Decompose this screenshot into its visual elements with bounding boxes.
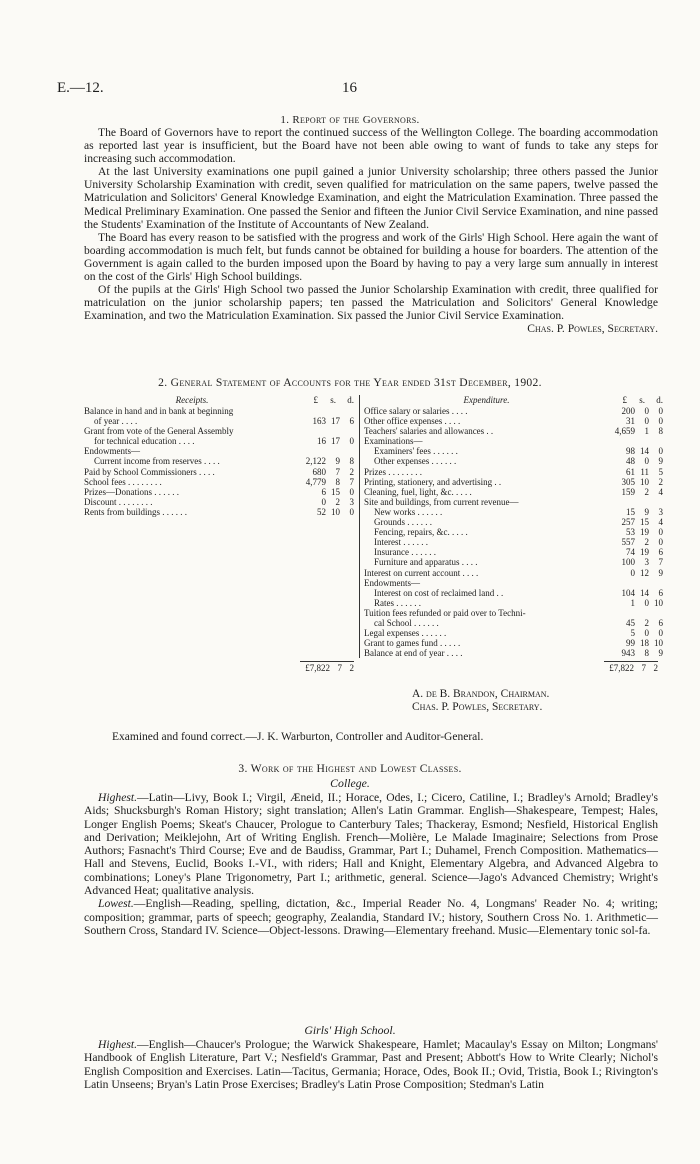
expenditure-amount-pounds: 53: [626, 527, 635, 538]
expenditure-row: [364, 578, 663, 588]
expenditure-amount-pounds: 257: [621, 517, 635, 528]
expenditure-amount: [609, 507, 663, 517]
expenditure-amount-pence: 4: [658, 486, 663, 497]
expenditure-row: [364, 527, 663, 537]
receipts-amount: [300, 497, 354, 507]
expenditure-amount-pence: 5: [658, 466, 663, 477]
receipts-header: [84, 395, 354, 406]
expenditure-label: Grounds . . . . . .: [374, 517, 432, 528]
expenditure-amount: [609, 517, 663, 527]
expenditure-amount-shillings: 15: [640, 517, 649, 528]
expenditure-amount: [609, 537, 663, 547]
receipts-row: [84, 406, 354, 416]
expenditure-amount: [609, 557, 663, 567]
receipts-row: [84, 487, 354, 497]
expenditure-amount-shillings: [635, 578, 649, 588]
expenditure-amount-pounds: 200: [621, 406, 635, 416]
receipts-label: Prizes—Donations . . . . . .: [84, 486, 179, 497]
receipts-amount: [300, 477, 354, 487]
expenditure-amount-pounds: 0: [630, 567, 635, 578]
expenditure-label: Insurance . . . . . .: [374, 547, 436, 558]
expenditure-amount-pence: 6: [658, 547, 663, 558]
expenditure-row: [364, 588, 663, 598]
expenditure-amount-pence: 6: [658, 617, 663, 628]
expenditure-label: Teachers' salaries and allowances . .: [364, 426, 494, 437]
college-lowest-text: —English—Reading, spelling, dictation, &c., Imperial Reader No. 4, Longmans' Reader No. 4; writing; composition; grammar, parts of speech; geography, Zealandia, Standard IV.; history, Southern Cross No. 1. Arithmetic—Southern Cross, Standard IV. Science—Object-lessons. Drawing—Elementary freehand. Music—Elementary tonic sol-fa.: [84, 897, 658, 937]
expenditure-row: [364, 436, 663, 446]
receipts-money-heads: [300, 395, 354, 406]
report-signature: [84, 322, 658, 335]
expenditure-label: Other office expenses . . . .: [364, 416, 461, 427]
expenditure-amount: [609, 467, 663, 477]
expenditure-amount-pence: 8: [658, 426, 663, 437]
expenditure-amount-shillings: [635, 497, 649, 507]
expenditure-amount-pence: [649, 578, 663, 588]
receipts-total-shillings: 7: [337, 663, 342, 673]
receipts-amount-pence: [340, 446, 354, 456]
receipts-row: [84, 416, 354, 426]
receipts-row: [84, 497, 354, 507]
expenditure-amount-shillings: 9: [644, 506, 649, 517]
expenditure-amount-pence: 0: [658, 416, 663, 427]
expenditure-amount-pence: 10: [654, 638, 663, 649]
expenditure-amount-pounds: 305: [621, 476, 635, 487]
expenditure-label: Examinations—: [364, 436, 423, 447]
receipts-amount-shillings: 8: [335, 476, 340, 487]
receipts-amount-pounds: [300, 446, 326, 456]
receipts-label: Current income from reserves . . . .: [94, 456, 220, 467]
receipts-amount-shillings: [326, 426, 340, 436]
receipts-amount-pounds: 2,122: [305, 456, 326, 467]
expenditure-amount-shillings: 14: [640, 446, 649, 457]
expenditure-amount-shillings: 2: [644, 537, 649, 548]
expenditure-amount-shillings: 14: [640, 587, 649, 598]
expenditure-amount: [609, 436, 663, 446]
expenditure-label: Endowments—: [364, 577, 420, 588]
expenditure-row: [364, 497, 663, 507]
receipts-amount-pounds: [300, 406, 326, 416]
expenditure-amount-shillings: 8: [644, 648, 649, 659]
receipts-amount-pounds: 0: [321, 496, 326, 507]
expenditure-amount-pounds: 5: [630, 628, 635, 639]
expenditure-amount: [609, 588, 663, 598]
girls-highest-label: Highest.: [98, 1038, 137, 1051]
expenditure-amount-pounds: [609, 436, 635, 446]
secretary-signature: Chas. P. Powles, Secretary.: [412, 701, 543, 713]
shilling-head: s.: [639, 395, 645, 405]
accounts-signatures: [412, 688, 652, 714]
receipts-amount-shillings: 10: [331, 506, 340, 517]
receipts-amount-shillings: 9: [335, 456, 340, 467]
receipts-amount-shillings: 17: [331, 416, 340, 427]
accounts-title: [0, 376, 700, 389]
report-title: [0, 114, 700, 126]
expenditure-label: Printing, stationery, and advertising . .: [364, 476, 502, 487]
receipts-amount-pence: [340, 406, 354, 416]
expenditure-row: [364, 537, 663, 547]
receipts-row: [84, 436, 354, 446]
expenditure-amount-pounds: 98: [626, 446, 635, 457]
expenditure-amount: [609, 416, 663, 426]
expenditure-row: [364, 648, 663, 658]
receipts-rows: [84, 406, 354, 517]
expenditure-amount-pounds: 31: [626, 416, 635, 427]
college-highest: [84, 791, 658, 897]
expenditure-label: Examiners' fees . . . . . .: [374, 446, 458, 457]
receipts-amount-shillings: [326, 406, 340, 416]
expenditure-amount-pence: 9: [658, 648, 663, 659]
receipts-amount-pence: 6: [349, 416, 354, 427]
expenditure-rows: [364, 406, 663, 658]
expenditure-amount-shillings: 1: [644, 426, 649, 437]
report-body: [84, 126, 658, 336]
expenditure-amount-pence: 10: [654, 597, 663, 608]
receipts-label: School fees . . . . . . . .: [84, 476, 162, 487]
girls-highest-text: —English—Chaucer's Prologue; the Warwick Shakespeare, Hamlet; Macaulay's Essay on Milton; Longmans' Handbook of English Literature, Part V.; Nesfield's Grammar, Past and Present; Abbott's How to Write Clearly; Nichol's English Composition and Exercises. Latin—Tacitus, Germania; Horace, Odes, Book II.; Ovid, Tristia, Book I.; Rivington's Latin Unseens; Bryan's Latin Prose Exercises; Bradley's Latin Prose Composition; Stedman's Latin: [84, 1038, 658, 1091]
college-work: [84, 791, 658, 937]
expenditure-amount: [609, 487, 663, 497]
college-lowest-label: Lowest.: [98, 897, 134, 911]
expenditure-heading: Expenditure.: [463, 395, 510, 405]
expenditure-total-rule: [604, 661, 658, 662]
expenditure-amount-pence: 0: [658, 537, 663, 548]
expenditure-amount-shillings: 19: [640, 547, 649, 558]
expenditure-label: New works . . . . . .: [374, 506, 443, 517]
expenditure-amount-pounds: 61: [626, 466, 635, 477]
expenditure-amount-pounds: 557: [621, 537, 635, 548]
expenditure-amount-pounds: 48: [626, 456, 635, 467]
expenditure-row: [364, 557, 663, 567]
pound-head: £: [313, 395, 318, 405]
expenditure-header: [364, 395, 663, 406]
receipts-row: [84, 467, 354, 477]
expenditure-row: [364, 456, 663, 466]
chairman-signature: A. de B. Brandon, Chairman.: [412, 688, 550, 700]
expenditure-amount-shillings: 12: [640, 567, 649, 578]
expenditure-amount-pence: 7: [658, 557, 663, 568]
receipts-amount-shillings: 17: [331, 436, 340, 447]
expenditure-amount-shillings: 3: [644, 557, 649, 568]
expenditure-amount: [609, 456, 663, 466]
girls-school-heading: Girls' High School.: [304, 1023, 396, 1037]
receipts-label: Paid by School Commissioners . . . .: [84, 466, 215, 477]
expenditure-row: [364, 568, 663, 578]
receipts-label: Discount . . . . . . . .: [84, 496, 153, 507]
receipts-amount-pence: 8: [349, 456, 354, 467]
expenditure-label: Other expenses . . . . . .: [374, 456, 457, 467]
page-number: 16: [342, 80, 357, 96]
receipts-amount-pence: 0: [349, 436, 354, 447]
expenditure-label: Interest on cost of reclaimed land . .: [374, 587, 504, 598]
expenditure-row: [364, 426, 663, 436]
expenditure-label: Site and buildings, from current revenue—: [364, 496, 519, 507]
receipts-amount-pounds: 4,779: [305, 476, 326, 487]
expenditure-amount-pence: [649, 608, 663, 618]
expenditure-label: Legal expenses . . . . . .: [364, 628, 447, 639]
expenditure-amount: [609, 406, 663, 416]
expenditure-amount-pounds: [609, 608, 635, 618]
receipts-label: Grant from vote of the General Assembly: [84, 426, 234, 437]
receipts-label: Rents from buildings . . . . . .: [84, 506, 187, 517]
expenditure-amount-pence: 4: [658, 517, 663, 528]
expenditure-label: Furniture and apparatus . . . .: [374, 557, 478, 568]
receipts-total-rule: [300, 661, 354, 662]
receipts-amount-pence: 2: [349, 466, 354, 477]
expenditure-row: [364, 467, 663, 477]
expenditure-amount: [609, 638, 663, 648]
receipts-row: [84, 507, 354, 517]
receipts-total-pounds: £7,822: [305, 663, 330, 673]
expenditure-money-heads: [609, 395, 663, 406]
receipts-amount-shillings: [326, 446, 340, 456]
receipts-amount: [300, 436, 354, 446]
receipts-amount-pounds: 52: [317, 506, 326, 517]
expenditure-total: [604, 663, 658, 674]
expenditure-row: [364, 638, 663, 648]
expenditure-total-pence: 2: [653, 663, 658, 673]
college-lowest: [84, 897, 658, 937]
expenditure-amount-pence: 6: [658, 587, 663, 598]
expenditure-row: [364, 608, 663, 618]
college-highest-text: —Latin—Livy, Book I.; Virgil, Æneid, II.; Horace, Odes, I.; Cicero, Catiline, I.; Bradley's Arnold; Bradley's Aids; Shucksburgh's Roman History; sight translation; Allen's Latin Grammar. English—Shakespeare, Tempest; Hales, Longer English Poems; Skeat's Chaucer, Prologue to Canterbury Tales; Thackeray, Esmond; Nesfield, Historical English and Derivation; Meiklejohn, Art of Writing English. French—Molière, Le Malade Imaginaire; Selections from Prose Authors; Fasnacht's Third Course; Eve and de Baudiss, Grammar, Part I.; Duhamel, French Composition. Mathematics—Hall and Stevens, Euclid, Books I.-VI., with riders; Hall and Knight, Elementary Algebra, and Advanced Algebra to combinations; Loney's Plane Trigonometry, Part I.; arithmetic, general. Science—Jago's Advanced Chemistry; Wright's Advanced Heat; qualitative analysis.: [84, 791, 658, 898]
college-heading: College.: [330, 776, 370, 790]
receipts-amount: [300, 507, 354, 517]
receipts-amount: [300, 487, 354, 497]
expenditure-amount-shillings: 0: [644, 456, 649, 467]
expenditure-amount-shillings: [635, 436, 649, 446]
accounts-title-text: 2. General Statement of Accounts for the Year ended 31st December, 1902.: [158, 376, 542, 389]
series-reference: E.—12.: [57, 80, 104, 96]
expenditure-row: [364, 598, 663, 608]
expenditure-label: Fencing, repairs, &c. . . . .: [374, 527, 468, 538]
receipts-amount-pounds: [300, 426, 326, 436]
girls-highest: [84, 1038, 658, 1091]
expenditure-amount-shillings: 0: [644, 628, 649, 639]
expenditure-amount-pounds: 15: [626, 506, 635, 517]
expenditure-amount-pounds: [609, 497, 635, 507]
receipts-row: [84, 426, 354, 436]
expenditure-amount-pounds: 104: [621, 587, 635, 598]
expenditure-amount-shillings: 0: [644, 406, 649, 416]
pence-head: d.: [347, 395, 354, 405]
receipts-amount-pounds: 680: [312, 466, 326, 477]
expenditure-amount-shillings: 2: [644, 486, 649, 497]
receipts-column: [84, 395, 354, 517]
expenditure-amount-shillings: 11: [640, 466, 649, 477]
receipts-amount: [300, 456, 354, 466]
receipts-label: for technical education . . . .: [94, 436, 195, 447]
expenditure-row: [364, 547, 663, 557]
expenditure-label: cal School . . . . . .: [374, 617, 439, 628]
expenditure-amount: [609, 598, 663, 608]
expenditure-label: Rates . . . . . .: [374, 597, 421, 608]
expenditure-amount-pounds: 1: [630, 597, 635, 608]
receipts-amount-pounds: 6: [321, 486, 326, 497]
expenditure-amount-pounds: 943: [621, 648, 635, 659]
receipts-total-pence: 2: [349, 663, 354, 673]
expenditure-label: Prizes . . . . . . . .: [364, 466, 422, 477]
expenditure-row: [364, 517, 663, 527]
expenditure-amount-pounds: 99: [626, 638, 635, 649]
expenditure-amount-shillings: 0: [644, 416, 649, 427]
receipts-amount-shillings: 2: [335, 496, 340, 507]
expenditure-amount-pence: 9: [658, 567, 663, 578]
receipts-amount: [300, 446, 354, 456]
expenditure-label: Cleaning, fuel, light, &c. . . . .: [364, 486, 472, 497]
expenditure-amount: [609, 578, 663, 588]
expenditure-amount: [609, 628, 663, 638]
expenditure-label: Grant to games fund . . . . .: [364, 638, 461, 649]
receipts-row: [84, 446, 354, 456]
expenditure-amount-shillings: [635, 608, 649, 618]
receipts-label: Balance in hand and in bank at beginning: [84, 406, 234, 416]
college-highest-label: Highest.: [98, 791, 137, 804]
receipts-amount: [300, 467, 354, 477]
expenditure-amount-pence: 0: [658, 527, 663, 538]
report-signature-text: Chas. P. Powles, Secretary.: [527, 322, 658, 336]
shilling-head: s.: [330, 395, 336, 405]
pence-head: d.: [656, 395, 663, 405]
expenditure-amount-pounds: 74: [626, 547, 635, 558]
report-title-text: 1. Report of the Governors.: [280, 114, 420, 126]
expenditure-label: Balance at end of year . . . .: [364, 648, 463, 659]
expenditure-label: Office salary or salaries . . . .: [364, 406, 468, 416]
receipts-label: Endowments—: [84, 446, 140, 457]
expenditure-row: [364, 618, 663, 628]
expenditure-amount-pence: 9: [658, 456, 663, 467]
expenditure-amount-pence: 3: [658, 506, 663, 517]
receipts-amount: [300, 426, 354, 436]
expenditure-amount-pounds: 100: [621, 557, 635, 568]
expenditure-label: Interest . . . . . .: [374, 537, 428, 548]
expenditure-row: [364, 507, 663, 517]
receipts-label: of year . . . .: [94, 416, 138, 427]
expenditure-amount: [609, 608, 663, 618]
receipts-total: [300, 663, 354, 674]
expenditure-amount-shillings: 19: [640, 527, 649, 538]
expenditure-amount-pounds: [609, 578, 635, 588]
expenditure-amount: [609, 426, 663, 436]
expenditure-amount: [609, 568, 663, 578]
receipts-amount-shillings: 15: [331, 486, 340, 497]
expenditure-amount-shillings: 18: [640, 638, 649, 649]
expenditure-row: [364, 416, 663, 426]
receipts-amount-pence: 0: [349, 506, 354, 517]
expenditure-row: [364, 477, 663, 487]
receipts-amount-pounds: 16: [317, 436, 326, 447]
receipts-amount-pounds: 163: [312, 416, 326, 427]
receipts-amount-shillings: 7: [335, 466, 340, 477]
expenditure-row: [364, 446, 663, 456]
expenditure-amount: [609, 497, 663, 507]
expenditure-amount-shillings: 0: [644, 597, 649, 608]
receipts-amount-pence: 3: [349, 496, 354, 507]
receipts-amount: [300, 416, 354, 426]
expenditure-amount-pence: 0: [658, 446, 663, 457]
expenditure-row: [364, 406, 663, 416]
expenditure-amount: [609, 527, 663, 537]
expenditure-amount: [609, 446, 663, 456]
pound-head: £: [622, 395, 627, 405]
expenditure-amount-pounds: 4,659: [614, 426, 635, 437]
report-paragraph-3: The Board has every reason to be satisfied with the progress and work of the Girls' High School. Here again the want of boarding accommodation is much felt, but funds cannot be obtained for building a house for boarders. The attention of the Government is again called to the burden imposed upon the Board by having to pay a very large sum annually in interest on the cost of the Girls' High School buildings.: [84, 230, 658, 284]
expenditure-amount: [609, 618, 663, 628]
expenditure-row: [364, 487, 663, 497]
expenditure-amount-pence: [649, 436, 663, 446]
expenditure-amount-shillings: 10: [640, 476, 649, 487]
expenditure-amount-pounds: 159: [621, 486, 635, 497]
expenditure-total-shillings: 7: [641, 663, 646, 673]
receipts-amount-pence: [340, 426, 354, 436]
expenditure-amount-pence: 2: [658, 476, 663, 487]
receipts-row: [84, 456, 354, 466]
report-paragraph-2: At the last University examinations one pupil gained a junior University scholarship; three others passed the Junior University Scholarship Examination with credit, seven qualified for matriculation on the same papers, twelve passed the Matriculation and Solicitors' General Knowledge Examination, and eight the Matriculation Examination. Three passed the Medical Preliminary Examination. One passed the Senior and fifteen the Junior Civil Service Examination, and nine passed the Students' Examination of the Institute of Accountants of New Zealand.: [84, 165, 658, 231]
expenditure-amount-pence: [649, 497, 663, 507]
expenditure-amount-pence: 0: [658, 406, 663, 416]
classes-title-text: 3. Work of the Highest and Lowest Classes.: [238, 762, 462, 775]
expenditure-column: [359, 395, 663, 658]
expenditure-amount-pence: 0: [658, 628, 663, 639]
receipts-amount-pence: 7: [349, 476, 354, 487]
expenditure-total-pounds: £7,822: [609, 663, 634, 673]
expenditure-amount: [609, 477, 663, 487]
receipts-amount-pence: 0: [349, 486, 354, 497]
report-paragraph-4: Of the pupils at the Girls' High School two passed the Junior Scholarship Examination with credit, three qualified for matriculation on the junior scholarship papers; ten passed the Matriculation and Solicitors' General Knowledge Examination, and two the Matriculation Examination. Six passed the Junior Civil Service Examination.: [84, 283, 658, 323]
expenditure-amount: [609, 547, 663, 557]
girls-school-work: [84, 1038, 658, 1091]
receipts-row: [84, 477, 354, 487]
expenditure-amount-shillings: 2: [644, 617, 649, 628]
expenditure-amount: [609, 648, 663, 658]
expenditure-label: Interest on current account . . . .: [364, 567, 479, 578]
expenditure-label: Tuition fees refunded or paid over to Techni-: [364, 607, 526, 618]
receipts-heading: Receipts.: [175, 395, 209, 405]
expenditure-amount-pounds: 45: [626, 617, 635, 628]
report-paragraph-1: The Board of Governors have to report the continued success of the Wellington College. The boarding accommodation as reported last year is insufficient, but the Board have not been able owing to want of funds to take any steps for increasing such accommodation.: [84, 126, 658, 166]
classes-title: [0, 762, 700, 775]
receipts-amount: [300, 406, 354, 416]
expenditure-row: [364, 628, 663, 638]
auditor-statement: Examined and found correct.—J. K. Warburton, Controller and Auditor-General.: [112, 731, 484, 743]
